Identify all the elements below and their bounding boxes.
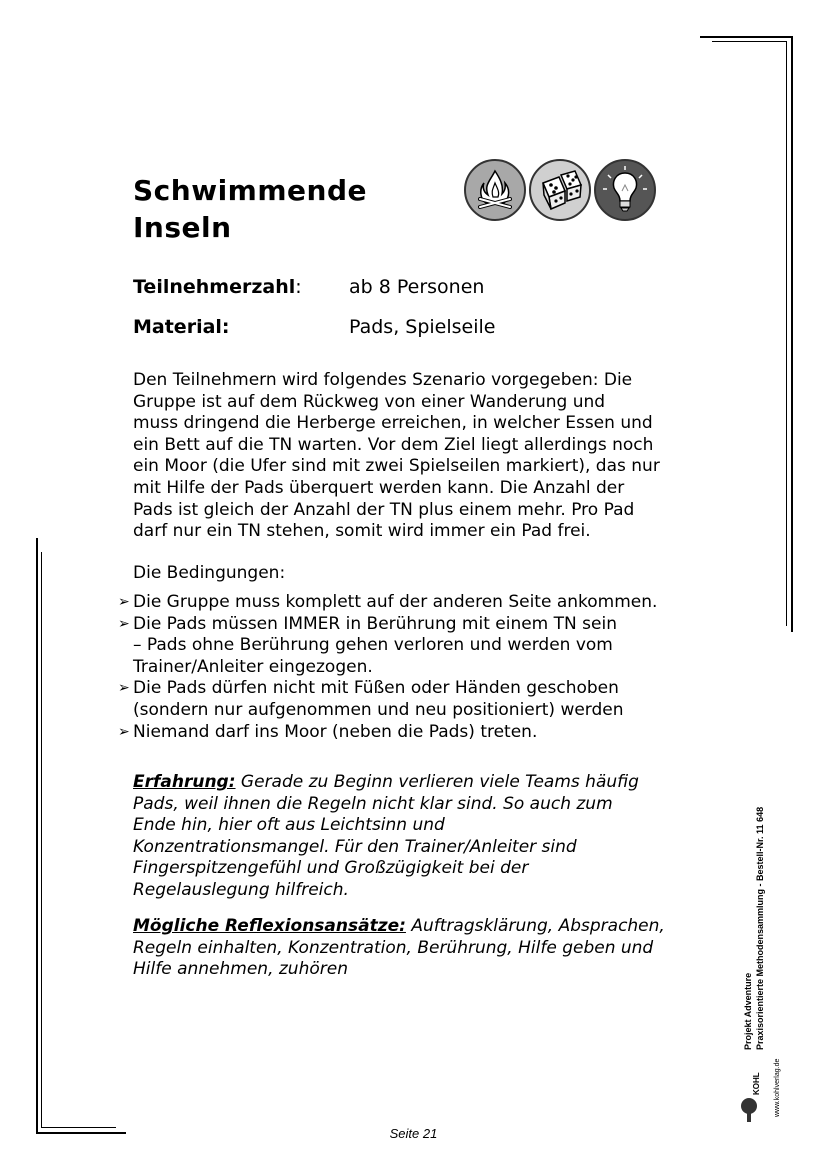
publisher-logo [738,1055,788,1125]
tree-logo-icon [738,1097,760,1123]
list-item: ➢ Die Pads müssen IMMER in Berührung mit einem TN sein – Pads ohne Berührung gehen verloren und werden vom Trainer/Anleiter eingezogen. [118,613,617,677]
frame-left-line-outer [36,538,38,1134]
intro-line: mit Hilfe der Pads überquert werden kann. Die Anzahl der [133,477,625,498]
frame-top-line-inner [712,41,787,42]
participant-count-colon: : [295,276,302,298]
list-item: ➢ Niemand darf ins Moor (neben die Pads) treten. [118,721,538,742]
frame-left-line-inner [41,552,42,1128]
dice-icon [529,159,591,221]
material-value: Pads, Spielseile [349,316,496,338]
side-publisher-text [742,806,782,1050]
list-item: ➢ Die Gruppe muss komplett auf der anderen Seite ankommen. [118,592,658,612]
reflection-paragraph: Mögliche Reflexionsansätze: Auftragsklärung, Absprachen, Regeln einhalten, Konzentration, Berührung, Hilfe geben und Hilfe annehmen, zuhören [133,916,665,980]
list-item: ➢ Die Pads dürfen nicht mit Füßen oder Händen geschoben (sondern nur aufgenommen und neu positioniert) werden [118,678,624,720]
arrow-bullet-icon: ➢ [118,594,130,610]
intro-line: ein Bett auf die TN warten. Vor dem Ziel liegt allerdings noch [133,434,654,455]
material-label: Material: [133,316,230,338]
side-line-2: Praxisorientierte Methodensammlung - Bestell-Nr. 11 648 [755,806,765,1050]
intro-line: ein Moor (die Ufer sind mit zwei Spielseilen markiert), das nur [133,456,660,477]
participant-count-label: Teilnehmerzahl [133,276,296,298]
intro-line: Gruppe ist auf dem Rückweg von einer Wanderung und [133,391,606,412]
conditions-heading: Die Bedingungen: [133,563,286,583]
participant-count-row [133,276,302,298]
conditions-list [118,592,718,743]
frame-top-line-outer [700,36,792,38]
arrow-bullet-icon: ➢ [118,615,130,632]
side-line-1: Projekt Adventure [743,972,753,1050]
title-line-2: Inseln [133,211,232,244]
arrow-bullet-icon: ➢ [118,723,130,740]
reflection-label: Mögliche Reflexionsansätze: [133,916,406,936]
title-line-1: Schwimmende [133,174,367,207]
intro-line: Den Teilnehmern wird folgendes Szenario vorgegeben: Die [133,370,633,390]
intro-paragraph [133,370,713,543]
page-title [133,172,367,246]
participant-count-value: ab 8 Personen [349,276,485,298]
publisher-url: www.kohlverlag.de [774,1058,781,1117]
experience-paragraph: Erfahrung: Gerade zu Beginn verlieren viele Teams häufig Pads, weil ihnen die Regeln nicht klar sind. So auch zum Ende hin, hier oft aus Leichtsinn und Konzentrationsmangel. Für den Trainer/Anleiter sind Fingerspitzengefühl und Großzügigkeit bei der Regelauslegung hilfreich. [133,772,639,900]
experience-label: Erfahrung: [133,772,236,792]
lightbulb-icon [594,159,656,221]
intro-line: Pads ist gleich der Anzahl der TN plus einem mehr. Pro Pad [133,499,635,520]
campfire-icon [464,159,526,221]
page-number: Seite 21 [389,1126,438,1141]
frame-right-line-inner [786,41,787,626]
frame-right-line-outer [791,36,793,632]
intro-line: muss dringend die Herberge erreichen, in welcher Essen und [133,413,653,434]
intro-line: darf nur ein TN stehen, somit wird immer ein Pad frei. [133,521,591,542]
arrow-bullet-icon: ➢ [118,680,130,697]
publisher-name: KOHL [752,1072,761,1095]
